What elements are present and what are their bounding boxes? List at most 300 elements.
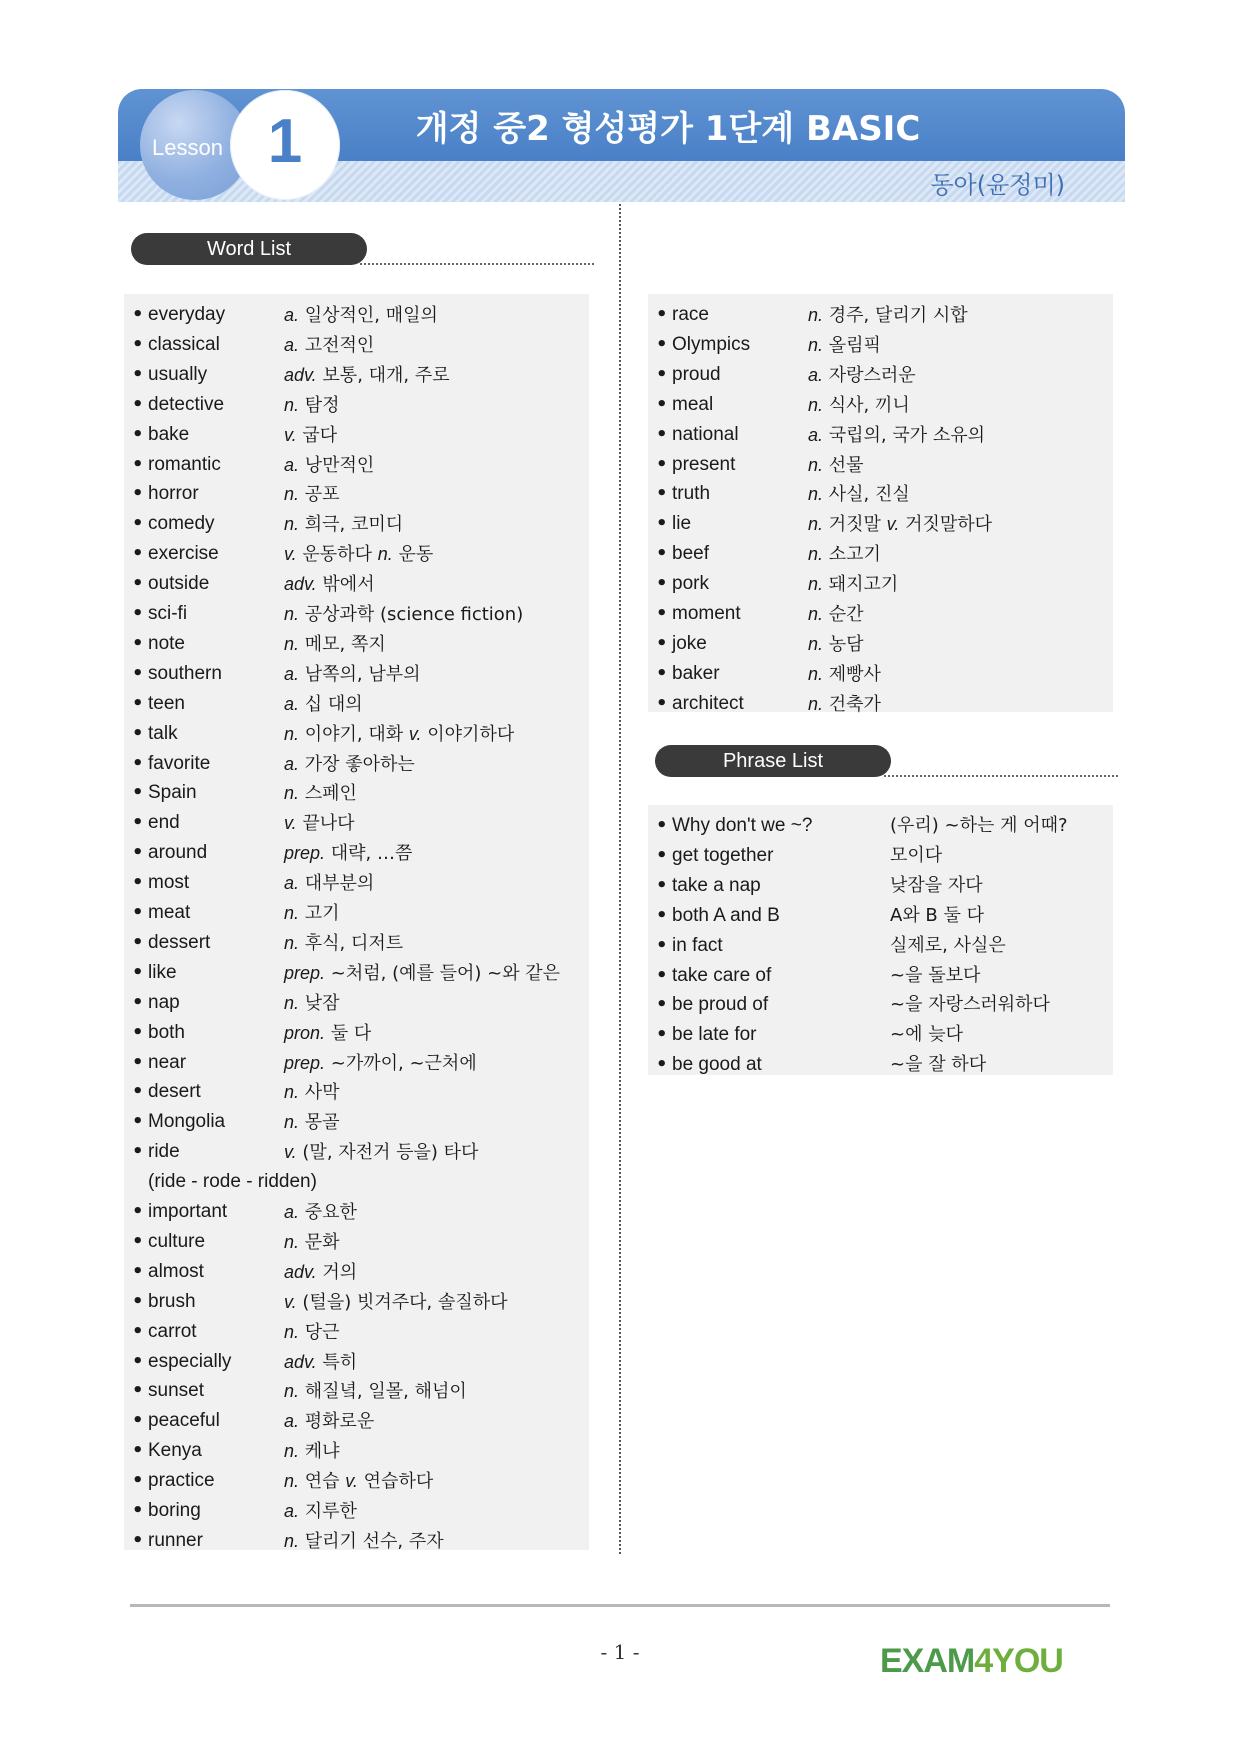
word-term: both (148, 1021, 185, 1043)
part-of-speech: n. (808, 574, 824, 595)
phrase-row (648, 990, 1113, 1020)
bullet-icon: • (656, 1054, 668, 1076)
word-meaning (284, 659, 421, 690)
word-meaning (284, 1107, 340, 1138)
bullet-icon: • (132, 1320, 144, 1342)
meaning-text: 당근 (304, 1321, 340, 1343)
bullet-icon: • (132, 573, 144, 595)
word-term: sunset (148, 1380, 204, 1402)
bullet-icon: • (132, 1141, 144, 1163)
meaning-text: 문화 (304, 1231, 340, 1253)
word-term: everyday (148, 304, 226, 325)
meaning-text: 거짓말 (828, 514, 881, 536)
bullet-icon: • (132, 1410, 144, 1432)
word-term: beef (672, 543, 709, 565)
word-term: proud (672, 363, 721, 385)
word-row (124, 360, 589, 390)
meaning-text: 남쪽의, 남부의 (304, 663, 421, 685)
word-meaning (808, 300, 968, 331)
part-of-speech: a. (284, 454, 300, 475)
word-row (124, 868, 589, 898)
meaning-text: 달리기 선수, 주자 (304, 1530, 444, 1552)
part-of-speech: v. (284, 424, 297, 445)
bullet-icon: • (656, 692, 668, 714)
part-of-speech: adv. (284, 1351, 317, 1372)
bullet-icon: • (132, 1529, 144, 1551)
word-meaning (284, 599, 523, 630)
word-meaning (284, 958, 560, 989)
word-row (124, 749, 589, 779)
part-of-speech: v. (284, 813, 297, 834)
bullet-icon: • (132, 1081, 144, 1103)
bullet-icon: • (656, 513, 668, 535)
meaning-text: 제빵사 (828, 663, 881, 685)
bullet-icon: • (656, 904, 668, 926)
bullet-icon: • (132, 1290, 144, 1312)
word-meaning (284, 479, 340, 510)
bullet-icon: • (656, 874, 668, 896)
phrase-row (648, 961, 1113, 991)
bullet-icon: • (656, 603, 668, 624)
meaning-text: 돼지고기 (828, 574, 899, 596)
meaning-text: 스페인 (304, 783, 357, 805)
part-of-speech: n. (377, 544, 393, 565)
word-meaning (284, 868, 374, 899)
part-of-speech: prep. (284, 962, 326, 983)
meaning-text: 평화로운 (304, 1411, 375, 1433)
bullet-icon: • (132, 931, 144, 953)
part-of-speech: n. (284, 992, 300, 1013)
bullet-icon: • (132, 812, 144, 834)
bullet-icon: • (132, 603, 144, 624)
meaning-text: 대략, …쯤 (330, 843, 413, 865)
part-of-speech: pron. (284, 1022, 326, 1043)
bullet-icon: • (132, 363, 144, 385)
word-row (124, 1018, 589, 1048)
bullet-icon: • (656, 423, 668, 445)
word-meaning (284, 420, 337, 451)
word-term: end (148, 812, 180, 834)
bullet-icon: • (656, 453, 668, 475)
meaning-text: 운동하다 (302, 544, 372, 566)
word-row (124, 808, 589, 838)
meaning-text: 케냐 (304, 1441, 340, 1463)
meaning-text: 십 대의 (304, 693, 363, 715)
phrase-meaning: A와 B 둘 다 (890, 904, 984, 926)
word-meaning (284, 569, 375, 600)
bullet-icon: • (132, 1111, 144, 1133)
bullet-icon: • (132, 1470, 144, 1492)
word-row (124, 539, 589, 569)
bullet-icon: • (132, 722, 144, 744)
meaning-text: 몽골 (304, 1112, 340, 1134)
word-meaning (808, 450, 864, 481)
meaning-text: 거의 (322, 1261, 358, 1283)
bullet-icon: • (656, 662, 668, 684)
word-meaning (284, 808, 355, 839)
word-term: like (148, 961, 177, 983)
part-of-speech: n. (808, 604, 824, 624)
word-term: bake (148, 423, 190, 445)
bullet-icon: • (132, 902, 144, 923)
bullet-icon: • (132, 991, 144, 1013)
word-term: Olympics (672, 333, 751, 355)
word-term: joke (672, 632, 707, 654)
word-meaning (808, 420, 985, 451)
exam4you-logo: EXAM4YOU (880, 1642, 1063, 1680)
meaning-text: 경주, 달리기 시합 (828, 305, 968, 326)
part-of-speech: prep. (284, 843, 326, 864)
part-of-speech: v. (408, 723, 422, 744)
part-of-speech: n. (284, 633, 300, 654)
word-term: usually (148, 363, 208, 385)
meaning-text: ~처럼, (예를 들어) ~와 같은 (330, 962, 561, 984)
bullet-icon: • (132, 333, 144, 355)
word-row (648, 659, 1113, 689)
phrase-term: get together (672, 844, 774, 866)
bullet-icon: • (132, 1230, 144, 1252)
meaning-text: 연습 (304, 1471, 340, 1493)
part-of-speech: n. (284, 1231, 300, 1252)
word-term: romantic (148, 453, 221, 475)
word-term: national (672, 423, 739, 445)
phrase-meaning: ~에 늦다 (890, 1024, 963, 1046)
meaning-text: 끝나다 (302, 813, 355, 835)
bullet-icon: • (132, 752, 144, 774)
word-term: detective (148, 393, 225, 415)
bullet-icon: • (132, 453, 144, 475)
word-meaning (284, 1406, 374, 1437)
word-term: Mongolia (148, 1111, 226, 1133)
bullet-icon: • (132, 543, 144, 565)
part-of-speech: n. (808, 633, 824, 654)
bullet-icon: • (656, 483, 668, 505)
word-row (648, 300, 1113, 330)
word-meaning (284, 1257, 357, 1288)
word-row (124, 1466, 589, 1496)
meaning-text: 해질녘, 일몰, 해넘이 (304, 1381, 467, 1403)
word-row (648, 599, 1113, 629)
phrase-term: in fact (672, 934, 723, 956)
bullet-icon: • (132, 632, 144, 654)
meaning-text: 고전적인 (304, 334, 375, 356)
word-row (124, 1048, 589, 1078)
bullet-icon: • (656, 363, 668, 385)
word-row (648, 390, 1113, 420)
bullet-icon: • (132, 304, 144, 325)
bullet-icon: • (132, 1440, 144, 1462)
part-of-speech: n. (284, 1112, 300, 1133)
word-meaning (808, 390, 910, 421)
word-list-heading-rule (360, 263, 594, 265)
part-of-speech: a. (284, 663, 300, 684)
part-of-speech: adv. (284, 574, 317, 595)
part-of-speech: a. (808, 364, 824, 385)
meaning-text: 건축가 (828, 693, 881, 715)
word-term: meal (672, 393, 714, 415)
phrase-meaning: 실제로, 사실은 (890, 934, 1006, 956)
page-number: - 1 - (600, 1640, 640, 1664)
word-meaning (284, 838, 412, 869)
word-term: near (148, 1051, 187, 1073)
word-row (648, 539, 1113, 569)
bullet-icon: • (656, 573, 668, 595)
word-row (124, 569, 589, 599)
part-of-speech: adv. (284, 1261, 317, 1282)
word-meaning (808, 629, 864, 660)
word-row (124, 778, 589, 808)
word-term: desert (148, 1081, 201, 1103)
part-of-speech: adv. (284, 364, 317, 385)
meaning-text: 올림픽 (828, 334, 881, 356)
phrase-list-heading: Phrase List (655, 745, 891, 777)
phrase-term: be late for (672, 1024, 757, 1046)
part-of-speech: n. (284, 1441, 300, 1462)
meaning-text: 둘 다 (330, 1022, 372, 1044)
word-row (124, 1526, 589, 1556)
part-of-speech: a. (284, 1501, 300, 1521)
word-meaning (284, 1347, 357, 1378)
bullet-icon: • (656, 964, 668, 986)
word-term: exercise (148, 543, 219, 565)
phrase-row (648, 871, 1113, 901)
word-row (124, 599, 589, 629)
word-row (648, 509, 1113, 539)
word-meaning (284, 1197, 357, 1228)
word-meaning (284, 1317, 340, 1348)
phrase-row (648, 811, 1113, 841)
word-meaning (284, 1077, 340, 1108)
word-term: most (148, 872, 190, 894)
bullet-icon: • (132, 393, 144, 415)
word-list-right (648, 294, 1113, 715)
word-row (124, 1257, 589, 1287)
word-row (124, 1197, 589, 1227)
word-term: favorite (148, 752, 211, 774)
word-term: especially (148, 1350, 232, 1372)
meaning-text: 소고기 (828, 544, 881, 566)
meaning-text: 낭만적인 (304, 454, 375, 476)
bullet-icon: • (132, 1260, 144, 1282)
word-meaning (808, 360, 916, 391)
meaning-text: 탐정 (304, 394, 340, 416)
word-meaning (284, 749, 415, 780)
part-of-speech: n. (284, 514, 300, 535)
word-row (124, 330, 589, 360)
meaning-text: 대부분의 (304, 873, 375, 895)
word-meaning (284, 1287, 508, 1318)
part-of-speech: v. (886, 514, 900, 535)
bullet-icon: • (132, 961, 144, 983)
bullet-icon: • (656, 1024, 668, 1046)
word-meaning (284, 1376, 467, 1407)
word-row (124, 479, 589, 509)
part-of-speech: n. (808, 693, 824, 714)
word-row (124, 1436, 589, 1466)
part-of-speech: a. (284, 873, 300, 894)
part-of-speech: prep. (284, 1052, 326, 1073)
part-of-speech: n. (808, 663, 824, 684)
phrase-row (648, 901, 1113, 931)
meaning-text: 희극, 코미디 (304, 514, 404, 536)
word-term: boring (148, 1500, 201, 1521)
word-term: classical (148, 333, 220, 355)
word-meaning (284, 1018, 371, 1049)
part-of-speech: n. (284, 1530, 300, 1551)
word-meaning (284, 390, 340, 421)
word-row (648, 420, 1113, 450)
part-of-speech: n. (808, 454, 824, 475)
word-term: moment (672, 603, 741, 624)
word-meaning (284, 778, 357, 809)
meaning-text: 보통, 대개, 주로 (322, 364, 450, 386)
word-term: runner (148, 1529, 203, 1551)
part-of-speech: n. (284, 394, 300, 415)
meaning-text: 사막 (304, 1082, 340, 1104)
word-meaning (284, 689, 363, 720)
meaning-text: 가장 좋아하는 (304, 753, 415, 775)
part-of-speech: n. (808, 394, 824, 415)
word-row (124, 958, 589, 988)
meaning-text: 거짓말하다 (905, 514, 993, 536)
word-term: lie (672, 513, 692, 535)
word-term: comedy (148, 513, 215, 535)
word-note: (ride - rode - ridden) (148, 1171, 317, 1193)
part-of-speech: v. (284, 1142, 297, 1163)
bullet-icon: • (132, 1500, 144, 1521)
word-row (124, 450, 589, 480)
meaning-text: 메모, 쪽지 (304, 633, 386, 655)
word-meaning (284, 988, 340, 1019)
word-term: almost (148, 1260, 204, 1282)
meaning-text: 중요한 (304, 1202, 357, 1223)
word-row (124, 1406, 589, 1436)
bullet-icon: • (656, 333, 668, 355)
word-row (124, 1107, 589, 1137)
lesson-number-badge (230, 90, 340, 200)
phrase-row (648, 841, 1113, 871)
part-of-speech: n. (284, 903, 300, 923)
bullet-icon: • (132, 842, 144, 864)
word-term: Spain (148, 782, 197, 804)
word-row (124, 719, 589, 749)
phrase-meaning: ~을 돌보다 (890, 964, 981, 986)
word-term: pork (672, 573, 709, 595)
word-term: dessert (148, 931, 211, 953)
word-term: truth (672, 483, 711, 505)
word-row (124, 1496, 589, 1526)
word-term: outside (148, 573, 210, 595)
part-of-speech: v. (345, 1471, 358, 1492)
word-row (124, 1077, 589, 1107)
word-list-left (124, 294, 589, 1550)
part-of-speech: n. (284, 783, 300, 804)
phrase-meaning: 낮잠을 자다 (890, 874, 983, 896)
word-meaning (284, 1137, 478, 1168)
word-row (124, 509, 589, 539)
word-term: peaceful (148, 1410, 220, 1432)
word-meaning (284, 928, 403, 959)
meaning-text: 운동 (398, 544, 434, 566)
word-meaning (808, 479, 910, 510)
bullet-icon: • (656, 393, 668, 415)
part-of-speech: n. (284, 604, 300, 624)
meaning-text: 공포 (304, 484, 340, 506)
word-term: architect (672, 692, 744, 714)
phrase-term: be proud of (672, 994, 769, 1016)
meaning-text: 지루한 (304, 1501, 357, 1522)
word-row (124, 928, 589, 958)
word-row (124, 898, 589, 928)
phrase-meaning: ~을 자랑스러워하다 (890, 994, 1050, 1016)
word-term: teen (148, 692, 185, 714)
bullet-icon: • (132, 1021, 144, 1043)
meaning-text: 식사, 끼니 (828, 394, 910, 416)
word-row (124, 420, 589, 450)
bullet-icon: • (132, 872, 144, 894)
part-of-speech: n. (284, 1381, 300, 1402)
word-row (124, 1167, 589, 1197)
phrase-meaning: 모이다 (890, 844, 943, 866)
bullet-icon: • (656, 543, 668, 565)
word-row (124, 300, 589, 330)
word-row (124, 1287, 589, 1317)
word-term: present (672, 453, 736, 475)
part-of-speech: a. (284, 753, 300, 774)
word-row (124, 838, 589, 868)
word-meaning (284, 509, 403, 540)
word-row (124, 659, 589, 689)
bullet-icon: • (132, 423, 144, 445)
part-of-speech: n. (284, 1321, 300, 1342)
word-row (648, 450, 1113, 480)
word-meaning (284, 539, 433, 570)
word-term: nap (148, 991, 180, 1013)
part-of-speech: a. (284, 1202, 300, 1222)
bullet-icon: • (132, 1380, 144, 1402)
bullet-icon: • (132, 1350, 144, 1372)
word-meaning (284, 1496, 357, 1527)
word-meaning (808, 509, 992, 540)
word-meaning (284, 300, 438, 331)
part-of-speech: n. (284, 932, 300, 953)
phrase-list-heading-rule (884, 775, 1118, 777)
meaning-text: 순간 (828, 604, 864, 625)
phrase-term: be good at (672, 1054, 762, 1076)
word-term: practice (148, 1470, 215, 1492)
bullet-icon: • (132, 483, 144, 505)
phrase-term: Why don't we ~? (672, 815, 813, 836)
bullet-icon: • (132, 662, 144, 684)
bullet-icon: • (656, 632, 668, 654)
page-title: 개정 중2 형성평가 1단계 BASIC (415, 109, 921, 149)
word-meaning (284, 629, 386, 660)
meaning-text: 연습하다 (363, 1471, 434, 1493)
bullet-icon: • (656, 815, 668, 836)
meaning-text: 국립의, 국가 소유의 (828, 424, 986, 446)
word-term: horror (148, 483, 199, 505)
word-term: race (672, 304, 709, 325)
part-of-speech: a. (284, 305, 300, 325)
word-meaning (808, 539, 881, 570)
word-row (124, 1137, 589, 1167)
meaning-text: (털을) 빗겨주다, 솔질하다 (302, 1291, 508, 1313)
bullet-icon: • (656, 844, 668, 866)
part-of-speech: v. (284, 1291, 297, 1312)
part-of-speech: a. (284, 334, 300, 355)
word-row (648, 629, 1113, 659)
meaning-text: 낮잠 (304, 992, 340, 1014)
